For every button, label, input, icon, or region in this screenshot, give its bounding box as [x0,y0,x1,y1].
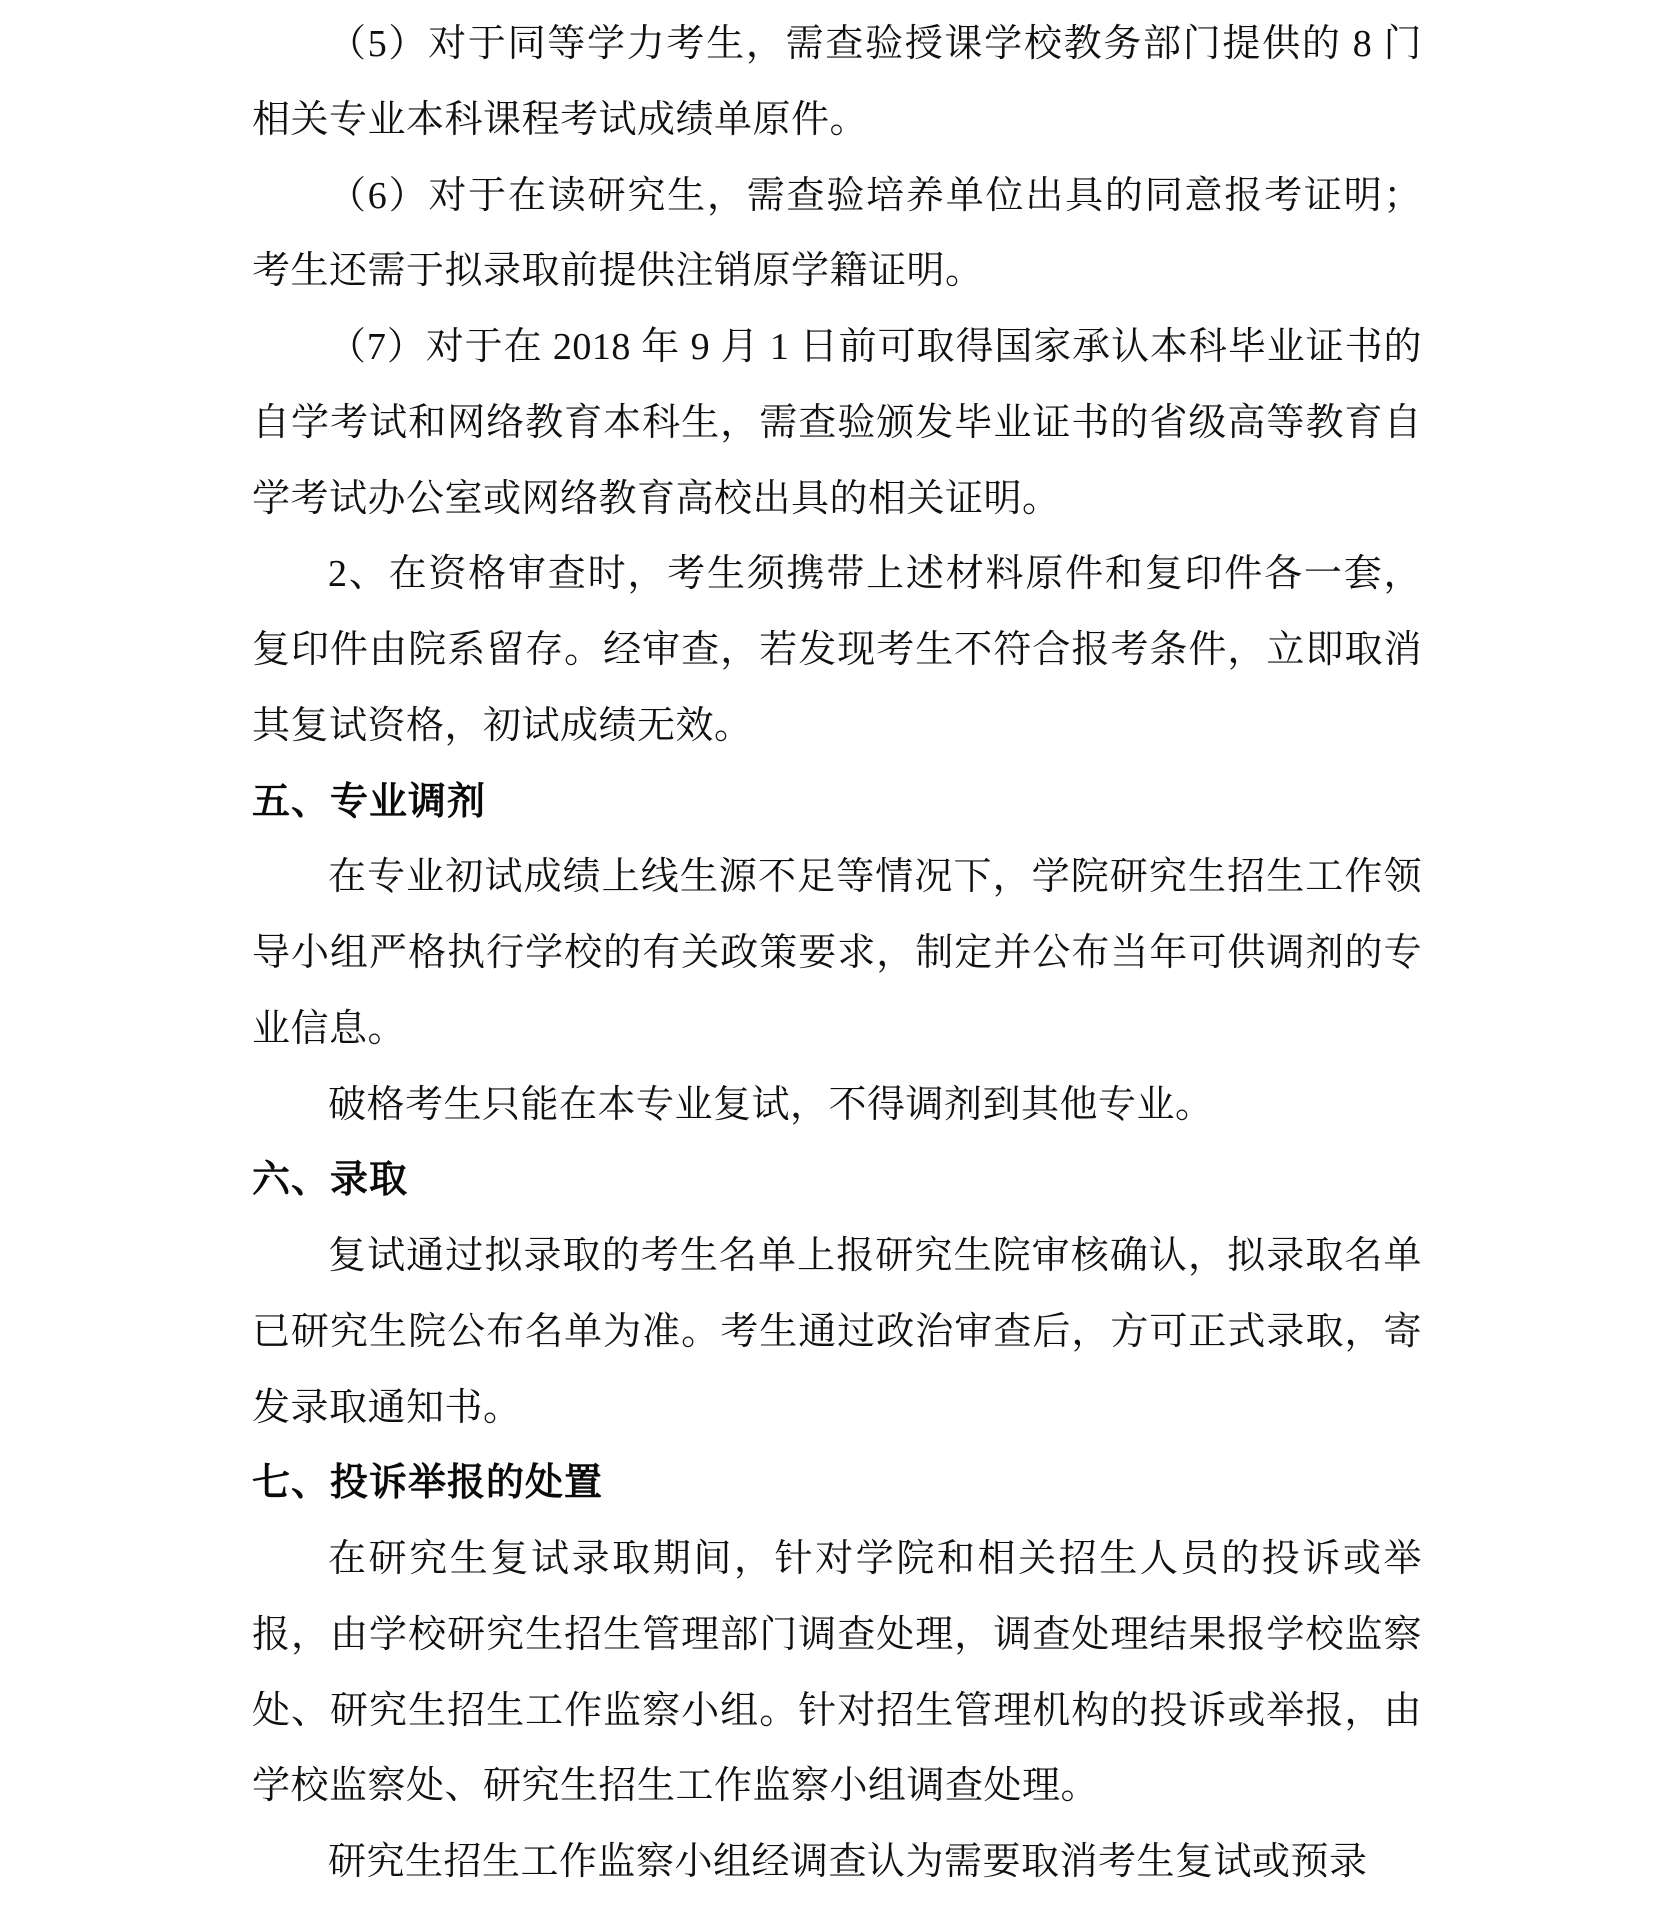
document-text-area [252,7,1422,1901]
paragraph-complaint-handling: 在研究生复试录取期间，针对学院和相关招生人员的投诉或举报，由学校研究生招生管理部门调查处理，调查处理结果报学校监察处、研究生招生工作监察小组。针对招生管理机构的投诉或举报，由学校监察处、研究生招生工作监察小组调查处理。 [252,1538,1422,1808]
paragraph-complaint-investigation: 研究生招生工作监察小组经调查认为需要取消考生复试或预录 [328,1841,1368,1883]
paragraph-point-2-qualification: 2、在资格审查时，考生须携带上述材料原件和复印件各一套，复印件由院系留存。经审查，若发现考生不符合报考条件，立即取消其复试资格，初试成绩无效。 [252,553,1422,747]
heading-section-seven-complaints: 七、投诉举报的处置 [252,1462,604,1505]
heading-section-five-major-transfer: 五、专业调剂 [252,780,487,823]
paragraph-item-6: （6）对于在读研究生，需查验培养单位出具的同意报考证明；考生还需于拟录取前提供注销原学籍证明。 [252,174,1422,293]
paragraph-item-5: （5）对于同等学力考生，需查验授课学校教务部门提供的 8 门相关专业本科课程考试成绩单原件。 [252,23,1422,141]
paragraph-item-7: （7）对于在 2018 年 9 月 1 日前可取得国家承认本科毕业证书的自学考试和网络教育本科生，需查验颁发毕业证书的省级高等教育自学考试办公室或网络教育高校出具的相关证明。 [252,326,1422,520]
paragraph-admission-confirmation: 复试通过拟录取的考生名单上报研究生院审核确认，拟录取名单已研究生院公布名单为准。考生通过政治审查后，方可正式录取，寄发录取通知书。 [252,1235,1422,1429]
heading-section-six-admission: 六、录取 [252,1159,409,1202]
paragraph-transfer-policy: 在专业初试成绩上线生源不足等情况下，学院研究生招生工作领导小组严格执行学校的有关政策要求，制定并公布当年可供调剂的专业信息。 [252,856,1422,1050]
paragraph-transfer-restriction: 破格考生只能在本专业复试，不得调剂到其他专业。 [328,1083,1214,1126]
